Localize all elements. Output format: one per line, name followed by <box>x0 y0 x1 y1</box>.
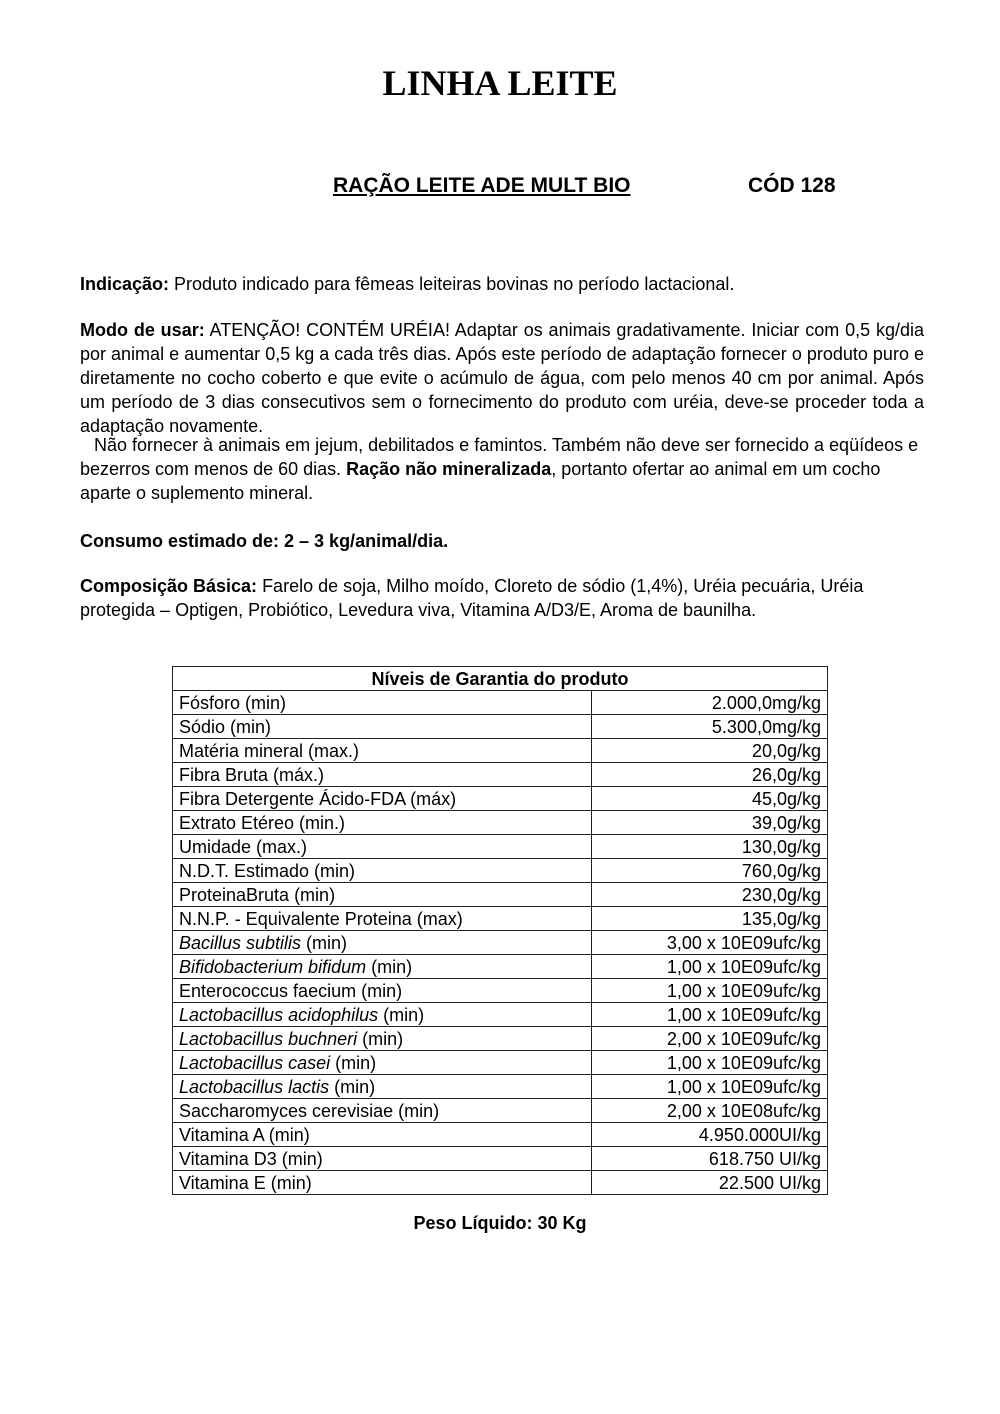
nutrient-name: ProteinaBruta (min) <box>173 883 592 907</box>
garantia-header-row <box>173 667 828 691</box>
nutrient-value: 4.950.000UI/kg <box>592 1123 828 1147</box>
table-row <box>173 787 828 811</box>
species-name: Lactobacillus buchneri <box>179 1028 358 1049</box>
table-row <box>173 739 828 763</box>
warning-bold: Ração não mineralizada <box>346 459 552 479</box>
table-row <box>173 859 828 883</box>
nutrient-qualifier: (min) <box>329 1076 376 1097</box>
nutrient-value: 39,0g/kg <box>592 811 828 835</box>
nutrient-value: 2,00 x 10E08ufc/kg <box>592 1099 828 1123</box>
nutrient-value: 130,0g/kg <box>592 835 828 859</box>
nutrient-name <box>173 1003 592 1027</box>
indicacao-label: Indicação: <box>80 274 170 294</box>
table-row <box>173 715 828 739</box>
nutrient-name: Saccharomyces cerevisiae (min) <box>173 1099 592 1123</box>
nutrient-name: Vitamina E (min) <box>173 1171 592 1195</box>
garantia-body <box>173 691 828 1195</box>
nutrient-value: 22.500 UI/kg <box>592 1171 828 1195</box>
table-row <box>173 1171 828 1195</box>
nutrient-name: Fósforo (min) <box>173 691 592 715</box>
nutrient-name <box>173 1075 592 1099</box>
composicao-text: Farelo de soja, Milho moído, Cloreto de sódio (1,4%), Uréia pecuária, Uréia protegida – Optigen, Probiótico, Levedura viva, Vitamina A/D3/E, Aroma de baunilha. <box>80 576 864 620</box>
species-name: Lactobacillus lactis <box>179 1076 330 1097</box>
nutrient-qualifier: (min) <box>357 1028 404 1049</box>
document-title: LINHA LEITE <box>382 63 618 103</box>
nutrient-name <box>173 955 592 979</box>
nutrient-qualifier: (min) <box>330 1052 377 1073</box>
composicao-label: Composição Básica: <box>80 576 258 596</box>
species-name: Bifidobacterium bifidum <box>179 956 367 977</box>
nutrient-name: Matéria mineral (max.) <box>173 739 592 763</box>
nutrient-name: Umidade (max.) <box>173 835 592 859</box>
table-row <box>173 1123 828 1147</box>
indicacao-paragraph <box>80 272 924 296</box>
nutrient-name: N.N.P. - Equivalente Proteina (max) <box>173 907 592 931</box>
nutrient-value: 135,0g/kg <box>592 907 828 931</box>
nutrient-value: 2.000,0mg/kg <box>592 691 828 715</box>
nutrient-name <box>173 931 592 955</box>
consumo-paragraph: Consumo estimado de: 2 – 3 kg/animal/dia. <box>80 531 449 551</box>
nutrient-value: 5.300,0mg/kg <box>592 715 828 739</box>
table-row <box>173 955 828 979</box>
nutrient-value: 1,00 x 10E09ufc/kg <box>592 955 828 979</box>
table-row <box>173 979 828 1003</box>
nutrient-value: 1,00 x 10E09ufc/kg <box>592 1003 828 1027</box>
warning-text-a: Não fornecer à animais em jejum, debilitados e famintos. Também não deve ser fornecido a eqüídeos e bezerros com menos de 60 dias. <box>80 435 919 479</box>
species-name: Lactobacillus casei <box>179 1052 331 1073</box>
nutrient-name: N.D.T. Estimado (min) <box>173 859 592 883</box>
warning-paragraph <box>80 433 924 505</box>
product-name: RAÇÃO LEITE ADE MULT BIO <box>333 174 631 197</box>
nutrient-value: 20,0g/kg <box>592 739 828 763</box>
table-row <box>173 1051 828 1075</box>
composicao-paragraph <box>80 574 924 622</box>
nutrient-qualifier: (min) <box>366 956 413 977</box>
modo-de-usar-label: Modo de usar: <box>80 320 205 340</box>
table-row <box>173 691 828 715</box>
nutrient-name: Vitamina A (min) <box>173 1123 592 1147</box>
table-row <box>173 1075 828 1099</box>
table-row <box>173 1147 828 1171</box>
nutrient-value: 1,00 x 10E09ufc/kg <box>592 1051 828 1075</box>
nutrient-value: 618.750 UI/kg <box>592 1147 828 1171</box>
nutrient-qualifier: (min) <box>301 932 348 953</box>
species-name: Lactobacillus acidophilus <box>179 1004 379 1025</box>
table-row <box>173 763 828 787</box>
garantia-table <box>172 666 828 1195</box>
table-row <box>173 811 828 835</box>
warning-text-b: , portanto ofertar ao animal em um cocho aparte o suplemento mineral. <box>80 459 881 503</box>
nutrient-name: Fibra Detergente Ácido-FDA (máx) <box>173 787 592 811</box>
nutrient-name: Sódio (min) <box>173 715 592 739</box>
nutrient-value: 230,0g/kg <box>592 883 828 907</box>
table-row <box>173 1027 828 1051</box>
nutrient-name: Fibra Bruta (máx.) <box>173 763 592 787</box>
indicacao-text: Produto indicado para fêmeas leiteiras bovinas no período lactacional. <box>169 274 735 294</box>
nutrient-name: Enterococcus faecium (min) <box>173 979 592 1003</box>
nutrient-value: 26,0g/kg <box>592 763 828 787</box>
nutrient-value: 1,00 x 10E09ufc/kg <box>592 979 828 1003</box>
table-row <box>173 907 828 931</box>
peso-liquido: Peso Líquido: 30 Kg <box>413 1213 587 1233</box>
table-row <box>173 1099 828 1123</box>
table-row <box>173 931 828 955</box>
nutrient-value: 3,00 x 10E09ufc/kg <box>592 931 828 955</box>
garantia-header: Níveis de Garantia do produto <box>173 667 828 691</box>
species-name: Bacillus subtilis <box>179 932 302 953</box>
nutrient-name: Extrato Etéreo (min.) <box>173 811 592 835</box>
table-row <box>173 835 828 859</box>
nutrient-value: 760,0g/kg <box>592 859 828 883</box>
modo-de-usar-text: ATENÇÃO! CONTÉM URÉIA! Adaptar os animais gradativamente. Iniciar com 0,5 kg/dia por animal e aumentar 0,5 kg a cada três dias. Após este período de adaptação fornecer o produto puro e diretamente no cocho coberto e que evite o acúmulo de água, com pelo menos 40 cm por animal. Após um período de 3 dias consecutivos sem o fornecimento do produto com uréia, deve-se proceder toda a adaptação novamente. <box>80 320 924 436</box>
nutrient-name <box>173 1027 592 1051</box>
nutrient-value: 45,0g/kg <box>592 787 828 811</box>
nutrient-qualifier: (min) <box>378 1004 425 1025</box>
nutrient-name: Vitamina D3 (min) <box>173 1147 592 1171</box>
nutrient-name <box>173 1051 592 1075</box>
nutrient-value: 1,00 x 10E09ufc/kg <box>592 1075 828 1099</box>
product-code: CÓD 128 <box>748 174 836 197</box>
table-row <box>173 883 828 907</box>
table-row <box>173 1003 828 1027</box>
modo-de-usar-paragraph <box>80 318 924 438</box>
nutrient-value: 2,00 x 10E09ufc/kg <box>592 1027 828 1051</box>
